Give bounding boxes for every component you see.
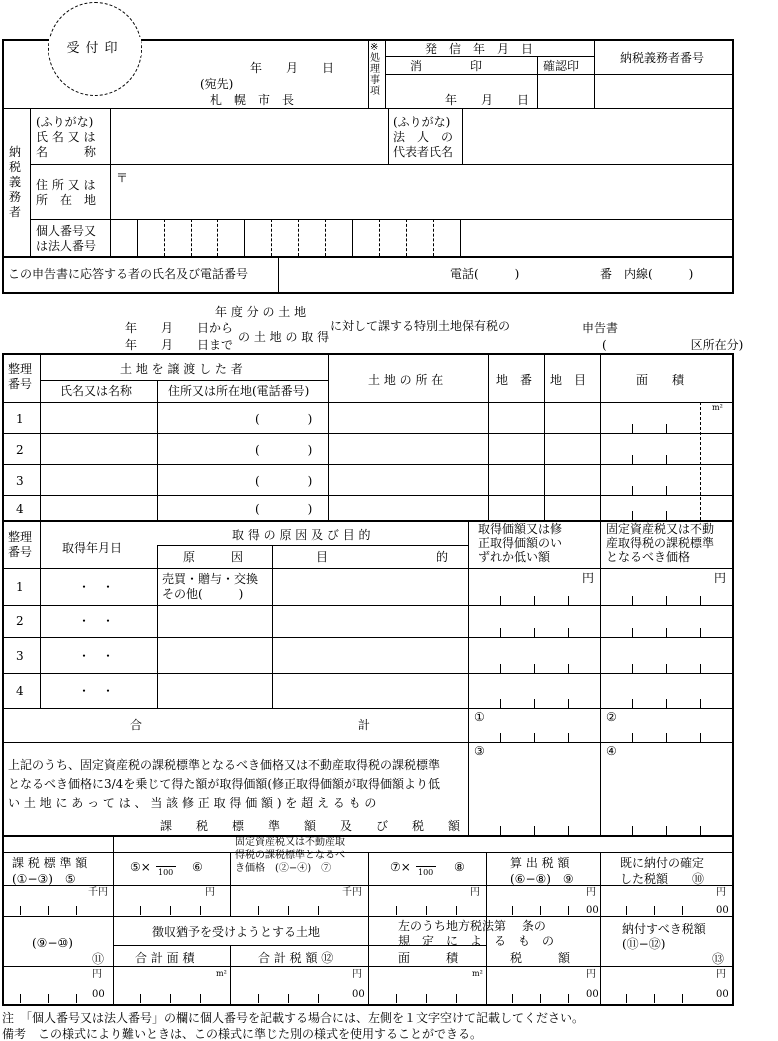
payable-yen: 円 [716, 969, 726, 980]
excess-note: 上記のうち、固定資産税の課税標準となるべき価格又は不動産取得税の課税標準 となるべき価格に3/4を乗じて得た額が取得価額(修正取得価額が取得価額より低 い 土 地 に あ っ て は 、 当 該 修 正 取 得 価 額 ) を 超 え る も の [8, 758, 441, 810]
local-area-header: 面 積 [398, 951, 459, 965]
f6-multiplier: ⑤× [130, 860, 151, 874]
reception-stamp [48, 2, 142, 96]
tax-base-header: 課 税 標 準 額 (①−③) ⑤ [12, 856, 88, 886]
paid-tax-header: 既に納付の確定 した税額 ⑩ [620, 856, 705, 886]
table1-row-1-number: 1 [16, 412, 24, 426]
address-label: 住 所 又 は 所 在 地 [36, 178, 97, 207]
footnote-1: 注 「個人番号又は法人番号」の欄に個人番号を記載する場合には、左側を１文字空けて記載してください。 [2, 1011, 585, 1025]
stamp-label: 受付印 [49, 37, 141, 56]
table2-row-4-date: ・ ・ [78, 684, 115, 698]
total-area-header: 合 計 面 積 [135, 951, 195, 965]
send-date-label: 発 信 年 月 日 [425, 42, 534, 56]
computed-zero: 00 [586, 905, 599, 916]
f8-multiplier: ⑦× [390, 860, 411, 874]
transferor-header: 土 地 を 譲 渡 し た 者 [120, 362, 243, 376]
title-middle: の 土 地 の 取 得 [238, 330, 330, 344]
title-ward: ( 区所在分) [602, 338, 744, 352]
title-to: 年 月 日まで [125, 338, 234, 352]
total-circle-4: ④ [606, 744, 617, 758]
table2-row-1-number: 1 [16, 580, 24, 594]
computed-tax-header: 算 出 税 額 (⑥−⑧) ⑨ [510, 856, 574, 886]
table1-row-4-number: 4 [16, 502, 24, 516]
id-number-label: 個人番号又 は法人番号 [36, 224, 97, 253]
assessed-value-header: 固定資産税又は不動 産取得税の課税標準 となるべき価格 [606, 522, 715, 564]
table1-row-3-number: 3 [16, 474, 24, 488]
taxpayer-number-label: 納税義務者番号 [620, 51, 705, 65]
extension-label: 番 内線( ) [600, 267, 694, 281]
purpose-header: 目 的 [316, 550, 449, 564]
postmark-label: 消 印 [410, 59, 483, 73]
transferor-name-header: 氏名又は名称 [60, 384, 133, 398]
f8-denominator: 100 [418, 868, 434, 877]
f6-denominator: 100 [158, 868, 174, 877]
taxpayer-side-label: 納 税 義 務 者 [9, 145, 22, 219]
total-tax-zero: 00 [352, 989, 365, 1000]
total-label: 合 計 [130, 718, 371, 732]
difference-header: (⑨−⑩) [32, 936, 73, 950]
processing-date: 年 月 日 [445, 93, 530, 107]
f6-number: ⑥ [192, 860, 203, 874]
table1-seiri-header: 整理 番号 [8, 362, 33, 391]
total-circle-2: ② [606, 710, 617, 724]
acquisition-price-header: 取得価額又は修 正取得価額のい ずれか低い額 [478, 522, 563, 564]
base-senyen: 千円 [88, 887, 108, 898]
addressee-label: (宛先) [200, 77, 234, 91]
title-from: 年 月 日から [125, 321, 234, 335]
local-tax-yen: 円 [586, 969, 596, 980]
acquisition-reason-header: 取 得 の 原 因 及 び 目 的 [232, 528, 371, 542]
difference-number: ⑪ [92, 952, 105, 966]
f6-yen: 円 [205, 887, 215, 898]
mayor-label: 札 幌 市 長 [210, 93, 295, 107]
table2-row-3-date: ・ ・ [78, 649, 115, 663]
local-law-header: 左のうち地方税法第 条の 規 定 に よ る も の [398, 919, 555, 948]
acquisition-date-header: 取得年月日 [62, 541, 123, 555]
payable-zero: 00 [716, 989, 729, 1000]
table2-row-2-number: 2 [16, 614, 24, 628]
diff-zero: 00 [92, 989, 105, 1000]
f7-senyen: 千円 [342, 887, 362, 898]
table1-row-3-phone: ( ) [255, 474, 313, 488]
total-area-m2: m² [216, 969, 227, 978]
area-header: 面 積 [636, 373, 685, 387]
table1-row-1-phone: ( ) [255, 412, 313, 426]
payable-header: 納付すべき税額 (⑪−⑫) [622, 922, 706, 951]
phone-label: 電話( ) [450, 267, 520, 281]
deferral-header: 徴収猶予を受けようとする土地 [152, 925, 321, 939]
paid-yen: 円 [716, 887, 726, 898]
table2-row-3-number: 3 [16, 649, 24, 663]
taxpayer-name-label: (ふりがな) 氏 名 又 は 名 称 [36, 115, 97, 159]
local-tax-header: 税 額 [510, 951, 571, 965]
submission-date: 年 月 日 [250, 61, 335, 75]
payable-number: ⑬ [712, 952, 725, 966]
table1-row-2-phone: ( ) [255, 443, 313, 457]
computed-yen: 円 [586, 887, 596, 898]
total-tax-yen: 円 [352, 969, 362, 980]
postal-mark: 〒 [116, 171, 129, 185]
table1-row-4-phone: ( ) [255, 502, 313, 516]
table1-row-2-number: 2 [16, 443, 24, 457]
title-shinkoku: 申告書 [582, 321, 619, 335]
table2-row-2-date: ・ ・ [78, 614, 115, 628]
land-location-header: 土 地 の 所 在 [368, 373, 444, 387]
local-tax-zero: 00 [586, 989, 599, 1000]
cause-header: 原 因 [183, 550, 244, 564]
table2-row-1-date: ・ ・ [78, 580, 115, 594]
table2-row-4-number: 4 [16, 684, 24, 698]
total-circle-3: ③ [474, 744, 485, 758]
diff-yen: 円 [92, 969, 102, 980]
confirm-seal-label: 確認印 [543, 59, 580, 73]
representative-label: (ふりがな) 法 人 の 代表者氏名 [393, 115, 454, 159]
price-yen-unit: 円 [582, 571, 595, 585]
f8-number: ⑧ [454, 860, 465, 874]
chimoku-header: 地 目 [550, 373, 587, 387]
transferor-address-header: 住所又は所在地(電話番号) [168, 384, 310, 398]
f8-yen: 円 [470, 887, 480, 898]
title-line1: 年 度 分 の 土 地 [215, 305, 307, 319]
tax-section-header: 課 税 標 準 額 及 び 税 額 [160, 819, 461, 833]
paid-zero: 00 [716, 905, 729, 916]
assessed-base-header: 固定資産税又は不動産取 得税の課税標準となるべ き価格 (②−④) ⑦ [235, 837, 345, 874]
footnote-2: 備考 この様式により難いときは、この様式に準じた別の様式を使用することができる。 [2, 1027, 483, 1041]
table2-seiri-header: 整理 番号 [8, 530, 33, 559]
chiban-header: 地 番 [496, 373, 533, 387]
total-circle-1: ① [474, 710, 485, 724]
assess-yen-unit: 円 [714, 571, 727, 585]
contact-label: この申告書に応答する者の氏名及び電話番号 [8, 267, 249, 281]
processing-mark: ※ 処 理 事 項 [370, 42, 380, 97]
local-area-m2: m² [472, 969, 483, 978]
area-unit: m² [712, 403, 723, 412]
title-main: に対して課する特別土地保有税の [330, 319, 511, 333]
total-tax-header: 合 計 税 額 ⑫ [258, 951, 334, 965]
cause-options: 売買・贈与・交換 その他( ) [162, 572, 259, 601]
